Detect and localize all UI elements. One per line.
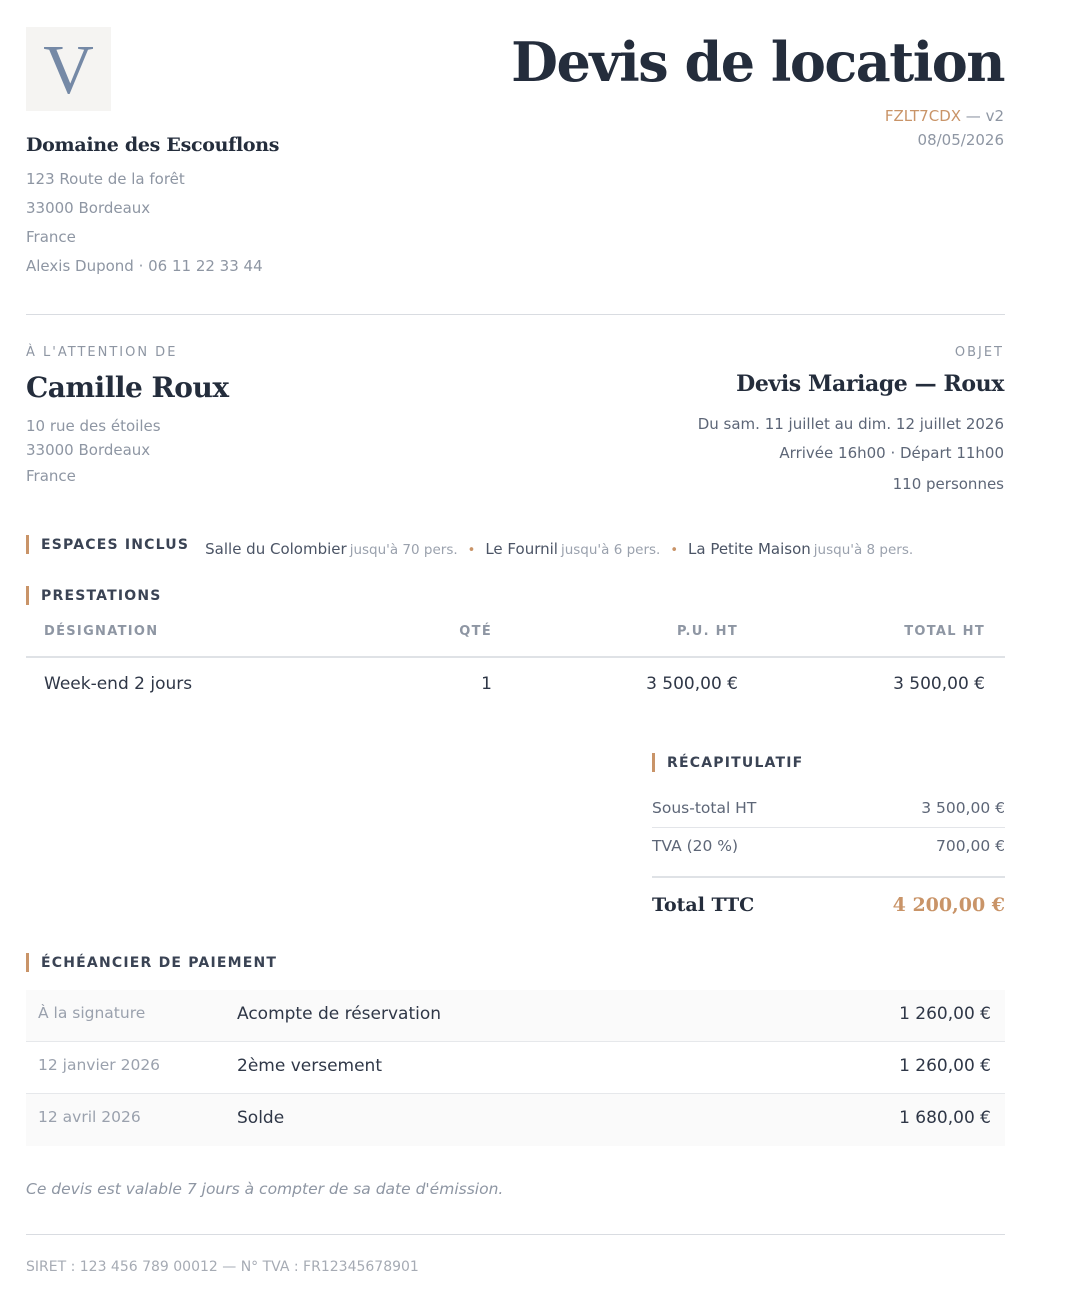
recap-subtotal [652, 799, 1005, 817]
payments-label: ÉCHÉANCIER DE PAIEMENT [41, 954, 278, 971]
spaces-heading [26, 535, 189, 554]
accent-bar [26, 535, 29, 554]
payment-amount: 1 260,00 € [899, 1004, 991, 1024]
company-address-line: 123 Route de la forêt [26, 170, 185, 188]
payment-date: 12 janvier 2026 [38, 1056, 161, 1074]
payment-row [26, 990, 1005, 1042]
document-code: FZLT7CDX [884, 107, 962, 125]
column-header-qty: QTÉ [459, 624, 492, 639]
object-title: Devis Mariage — Roux [736, 371, 1004, 397]
company-name: Domaine des Escouflons [26, 134, 280, 156]
document-reference [885, 107, 1004, 125]
row-qty: 1 [481, 674, 492, 694]
payments-heading [26, 953, 277, 972]
subtotal-label: Sous-total HT [652, 799, 757, 817]
object-eyebrow: OBJET [954, 345, 1004, 360]
payment-date: À la signature [38, 1004, 146, 1022]
client-address-line: 33000 Bordeaux [26, 441, 151, 459]
recap-divider [652, 827, 1005, 828]
header-divider [26, 314, 1005, 315]
spaces-label: ESPACES INCLUS [41, 536, 190, 553]
recap-vat [652, 837, 1005, 855]
separator-dot: • [467, 543, 476, 558]
legal-footer: SIRET : 123 456 789 00012 — N° TVA : FR12345678901 [26, 1259, 419, 1275]
payment-date: 12 avril 2026 [38, 1108, 141, 1126]
column-header-unit-price: P.U. HT [677, 624, 738, 639]
recap-total [652, 894, 1005, 916]
included-spaces [26, 535, 913, 558]
separator-dot: • [670, 543, 678, 558]
subtotal-value: 3 500,00 € [921, 799, 1005, 817]
client-address-line: France [26, 467, 76, 485]
object-dates: Du sam. 11 juillet au dim. 12 juillet 2026 [697, 415, 1004, 433]
column-header-designation: DÉSIGNATION [44, 624, 159, 639]
services-label: PRESTATIONS [41, 587, 162, 604]
recap-total-divider [652, 876, 1005, 878]
payment-amount: 1 680,00 € [899, 1108, 991, 1128]
recap-heading [652, 753, 803, 772]
document-title: Devis de location [511, 30, 1004, 94]
client-address-line: 10 rue des étoiles [26, 417, 161, 435]
total-label: Total TTC [652, 894, 755, 916]
logo-letter: V [43, 32, 94, 109]
row-unit-price: 3 500,00 € [646, 674, 738, 694]
total-value: 4 200,00 € [892, 894, 1005, 916]
document-version: — v2 [961, 107, 1004, 125]
payment-amount: 1 260,00 € [899, 1056, 991, 1076]
services-heading [26, 586, 162, 605]
table-row [26, 658, 1005, 712]
row-total: 3 500,00 € [893, 674, 985, 694]
company-contact: Alexis Dupond · 06 11 22 33 44 [26, 257, 263, 275]
row-designation: Week-end 2 jours [44, 674, 193, 694]
validity-note: Ce devis est valable 7 jours à compter de sa date d'émission. [26, 1180, 504, 1198]
client-name: Camille Roux [26, 371, 229, 404]
payment-label: Acompte de réservation [237, 1004, 442, 1024]
column-header-total: TOTAL HT [904, 624, 985, 639]
payment-row [26, 1042, 1005, 1094]
company-address-line: France [26, 228, 76, 246]
space-capacity: jusqu'à 6 pers. [560, 542, 661, 558]
space-name: La Petite Maison [688, 540, 811, 558]
space-name: Salle du Colombier [205, 540, 347, 558]
object-guests: 110 personnes [892, 475, 1004, 493]
document-date: 08/05/2026 [917, 131, 1004, 149]
space-capacity: jusqu'à 8 pers. [813, 542, 914, 558]
space-name: Le Fournil [485, 540, 558, 558]
object-times: Arrivée 16h00 · Départ 11h00 [779, 444, 1004, 462]
accent-bar [26, 953, 29, 972]
vat-value: 700,00 € [935, 837, 1005, 855]
payment-label: Solde [237, 1108, 285, 1128]
payment-label: 2ème versement [237, 1056, 382, 1076]
vat-label: TVA (20 %) [652, 837, 739, 855]
client-eyebrow: À L'ATTENTION DE [26, 345, 178, 360]
recap-label: RÉCAPITULATIF [667, 754, 804, 771]
company-logo [26, 27, 111, 111]
payment-row [26, 1094, 1005, 1146]
accent-bar [652, 753, 655, 772]
company-address-line: 33000 Bordeaux [26, 199, 151, 217]
accent-bar [26, 586, 29, 605]
space-capacity: jusqu'à 70 pers. [349, 542, 458, 558]
footer-divider [26, 1234, 1005, 1235]
